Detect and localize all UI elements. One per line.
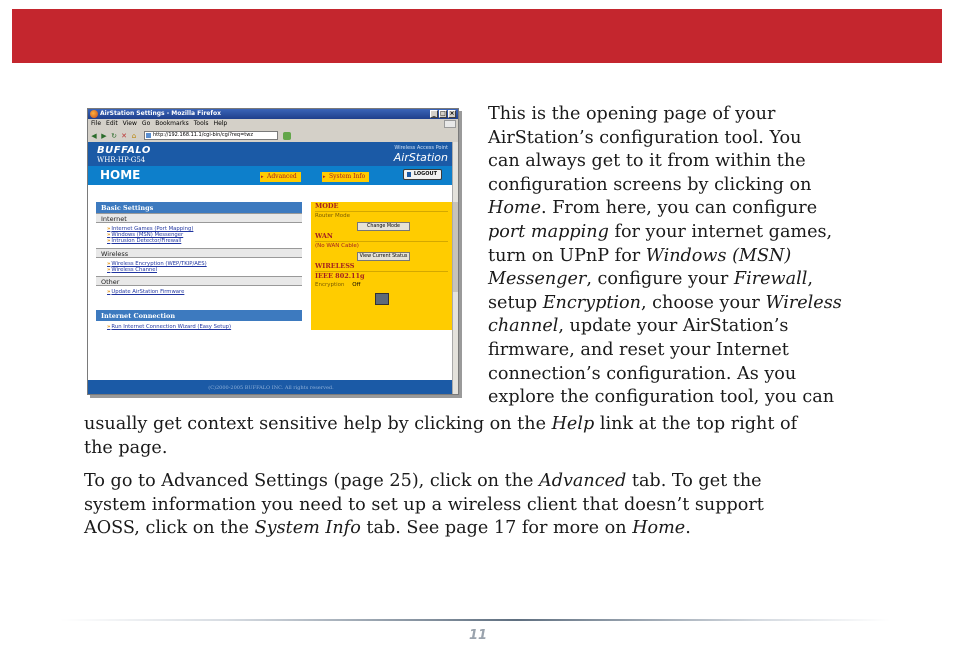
window-title: AirStation Settings - Mozilla Firefox xyxy=(100,110,221,117)
change-mode-button[interactable]: Change Mode xyxy=(357,222,410,231)
basic-settings-heading: Basic Settings xyxy=(96,202,302,213)
menu-item[interactable]: View xyxy=(122,120,137,127)
advanced-paragraph xyxy=(84,470,874,541)
firefox-icon xyxy=(90,110,98,118)
double-arrow-icon: » xyxy=(107,226,111,232)
text-line: turn on UPnP for Windows (MSN) xyxy=(488,245,792,266)
menu-item[interactable]: Help xyxy=(213,120,228,127)
text-line: configuration screens by clicking on xyxy=(488,174,812,195)
text-line: system information you need to set up a wireless client that doesn’t support xyxy=(84,494,764,515)
settings-link-label: Intrusion Detector/Firewall xyxy=(111,238,182,245)
double-arrow-icon: » xyxy=(107,289,111,296)
header-band xyxy=(12,9,942,63)
menu-item[interactable]: Go xyxy=(141,120,151,127)
status-panel xyxy=(311,202,452,330)
settings-link-label: Wireless Channel xyxy=(111,266,158,273)
encryption-label: Encryption xyxy=(315,282,345,288)
copyright-bar: (C)2000-2005 BUFFALO INC. All rights reserved. xyxy=(88,380,454,395)
menu-item[interactable]: Tools xyxy=(193,120,209,127)
aoss-icon[interactable] xyxy=(375,293,389,305)
browser-titlebar xyxy=(88,109,458,119)
intro-paragraph xyxy=(488,103,878,410)
text-line: connection’s configuration. As you xyxy=(488,363,797,384)
wireless-standard: IEEE 802.11g xyxy=(315,272,365,280)
tab-system-info[interactable]: ▸ System Info xyxy=(322,172,369,182)
page-scrollbar[interactable] xyxy=(452,142,458,395)
double-arrow-icon: » xyxy=(107,232,111,239)
view-status-button[interactable]: View Current Status xyxy=(357,252,410,261)
double-arrow-icon: » xyxy=(107,260,111,267)
airstation-logo: AirStation xyxy=(393,151,448,164)
stop-icon[interactable]: ✕ xyxy=(121,131,127,140)
menu-item[interactable]: Bookmarks xyxy=(155,120,189,127)
maximize-icon[interactable]: □ xyxy=(440,110,446,117)
internet-connection-heading: Internet Connection xyxy=(96,310,302,321)
product-type: Wireless Access Point xyxy=(394,145,448,151)
wireless-heading: WIRELESS xyxy=(315,262,448,272)
text-line: AOSS, click on the System Info tab. See page 17 for more on Home. xyxy=(84,518,691,539)
reload-icon[interactable]: ↻ xyxy=(111,131,117,140)
other-links xyxy=(96,286,302,298)
throbber-icon xyxy=(444,120,456,128)
connection-links xyxy=(96,321,302,333)
text-line: explore the configuration tool, you can xyxy=(488,387,835,408)
address-bar[interactable]: http://192.168.11.1/cgi-bin/cgi?req=twz xyxy=(144,131,278,140)
text-line: port mapping for your internet games, xyxy=(488,221,833,242)
menu-item[interactable]: Edit xyxy=(106,120,118,127)
page-title: HOME xyxy=(100,168,141,182)
double-arrow-icon: » xyxy=(107,266,111,273)
browser-menubar xyxy=(88,119,458,129)
buffalo-logo: BUFFALO xyxy=(97,145,151,156)
other-subheading: Other xyxy=(96,276,302,286)
wan-value: (No WAN Cable) xyxy=(315,243,359,249)
settings-link[interactable] xyxy=(107,324,302,330)
text-line: the page. xyxy=(84,437,168,458)
router-page xyxy=(88,142,454,395)
settings-link[interactable] xyxy=(107,267,302,273)
text-line: channel, update your AirStation’s xyxy=(488,316,789,337)
intro-paragraph-continued xyxy=(84,413,874,460)
back-icon[interactable]: ◀ xyxy=(91,131,97,140)
settings-link-label: Internet Games (Port Mapping) xyxy=(111,226,194,232)
double-arrow-icon: » xyxy=(107,324,111,331)
text-line: can always get to it from within the xyxy=(488,151,806,172)
home-icon[interactable]: ⌂ xyxy=(131,131,137,140)
text-line: setup Encryption, choose your Wireless xyxy=(488,292,842,313)
go-icon[interactable] xyxy=(283,132,291,140)
wireless-subheading: Wireless xyxy=(96,248,302,258)
text-line: Home. From here, you can configure xyxy=(488,198,818,219)
settings-link-label: Wireless Encryption (WEP/TKIP/AES) xyxy=(111,260,207,267)
encryption-value: Off xyxy=(352,282,361,288)
minimize-icon[interactable]: _ xyxy=(430,110,438,118)
settings-link-label: Update AirStation Firmware xyxy=(111,289,185,296)
settings-link-label: Run Internet Connection Wizard (Easy Setup) xyxy=(111,324,232,331)
text-line: AirStation’s configuration tool. You xyxy=(488,127,802,148)
text-line: Messenger, configure your Firewall, xyxy=(488,269,813,290)
text-line: This is the opening page of your xyxy=(488,104,776,124)
double-arrow-icon: » xyxy=(107,238,111,245)
settings-panel xyxy=(96,202,302,333)
settings-link[interactable] xyxy=(107,238,302,244)
wan-heading: WAN xyxy=(315,232,448,242)
internet-links xyxy=(96,223,302,248)
logout-button[interactable]: LOGOUT xyxy=(403,169,442,180)
footer-rule xyxy=(60,619,890,621)
settings-link-label: Windows (MSN) Messenger xyxy=(111,232,184,239)
forward-icon[interactable]: ▶ xyxy=(101,131,107,140)
text-line: usually get context sensitive help by clicking on the Help link at the top right of xyxy=(84,414,798,434)
text-line: firmware, and reset your Internet xyxy=(488,339,789,360)
settings-link[interactable] xyxy=(107,289,302,295)
brand-bar xyxy=(88,142,454,166)
menu-item[interactable]: File xyxy=(91,120,102,127)
mode-value: Router Mode xyxy=(315,213,350,219)
close-icon[interactable]: × xyxy=(449,110,455,117)
tab-bar xyxy=(88,166,454,185)
tab-advanced[interactable]: ▸ Advanced xyxy=(260,172,301,182)
internet-subheading: Internet xyxy=(96,213,302,223)
model-name: WHR-HP-G54 xyxy=(97,156,146,164)
airstation-screenshot xyxy=(87,108,459,395)
browser-navbar xyxy=(88,129,458,142)
page-number: 11 xyxy=(468,628,488,643)
wireless-links xyxy=(96,258,302,276)
text-line: To go to Advanced Settings (page 25), click on the Advanced tab. To get the xyxy=(84,471,762,491)
mode-heading: MODE xyxy=(315,202,448,212)
